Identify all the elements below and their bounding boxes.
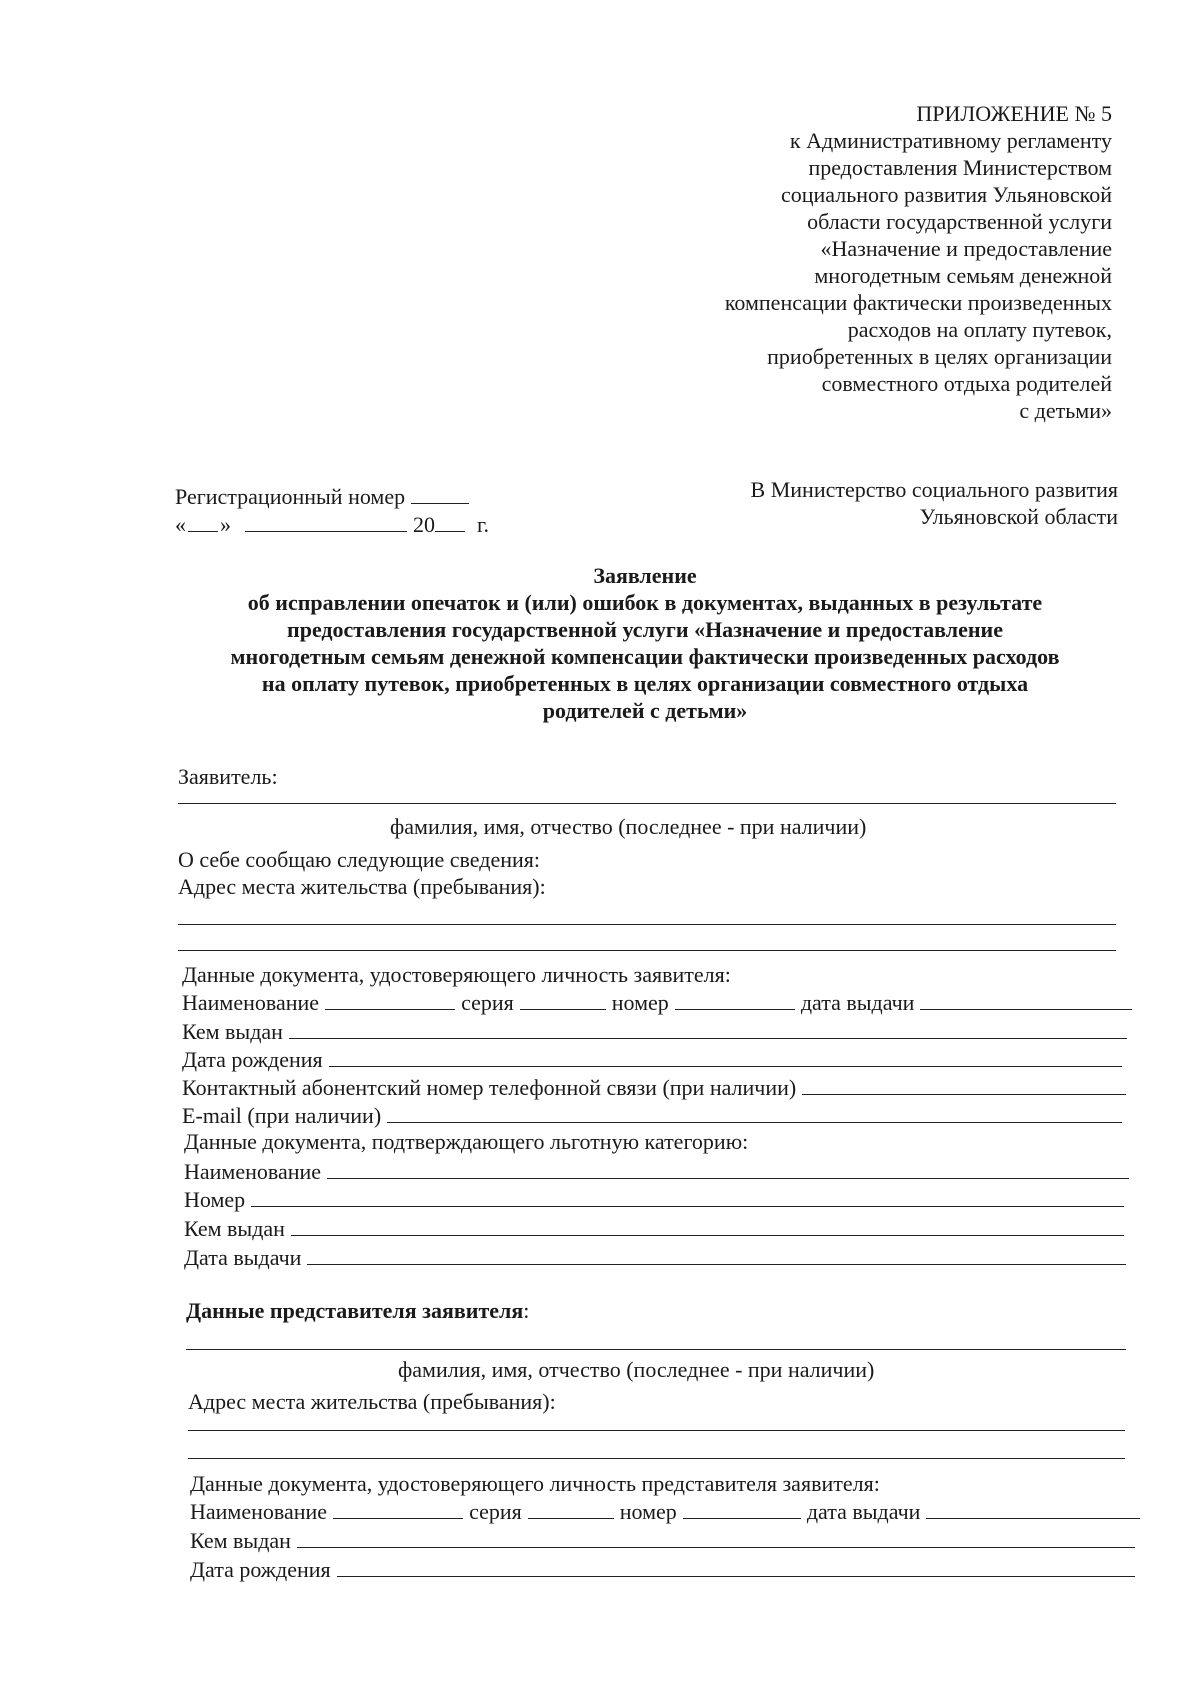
date-year-blank[interactable] [435, 511, 465, 532]
applicant-phone-row [182, 1074, 1126, 1102]
rep-issued-by-label: Кем выдан [190, 1528, 291, 1553]
about-self-label: О себе сообщаю следующие сведения: [178, 847, 541, 872]
representative-id-doc-label: Данные документа, удостоверяющего личность представителя заявителя: [190, 1471, 880, 1496]
applicant-fio-caption: фамилия, имя, отчество (последнее - при наличии) [390, 814, 867, 839]
rep-birth-date-label: Дата рождения [190, 1557, 331, 1582]
id-series-label: серия [461, 990, 514, 1015]
id-number-blank[interactable] [675, 989, 795, 1010]
date-open-quote: « [175, 512, 186, 537]
email-label: E-mail (при наличии) [182, 1103, 382, 1128]
appendix-line: области государственной услуги [807, 209, 1112, 234]
benefit-number-blank[interactable] [251, 1186, 1124, 1207]
birth-date-blank[interactable] [329, 1046, 1122, 1067]
registration-number-blank[interactable] [411, 483, 469, 504]
document-subtitle-line: родителей с детьми» [542, 698, 748, 723]
year-prefix: 20 [413, 512, 435, 537]
rep-id-number-blank[interactable] [683, 1498, 801, 1519]
representative-fio-line[interactable] [186, 1349, 1126, 1350]
applicant-id-doc-label: Данные документа, удостоверяющего личность заявителя: [182, 962, 731, 987]
benefit-doc-label: Данные документа, подтверждающего льготную категорию: [184, 1129, 749, 1154]
appendix-line: совместного отдыха родителей [821, 371, 1112, 396]
date-month-blank[interactable] [245, 511, 407, 532]
representative-address-label: Адрес места жительства (пребывания): [188, 1389, 556, 1414]
benefit-issue-date-label: Дата выдачи [184, 1245, 302, 1270]
appendix-line: «Назначение и предоставление [820, 236, 1112, 261]
rep-id-number-label: номер [619, 1499, 677, 1524]
id-series-blank[interactable] [520, 989, 606, 1010]
representative-issued-by-row [190, 1527, 1135, 1555]
benefit-issued-by-blank[interactable] [291, 1215, 1124, 1236]
benefit-name-row [184, 1158, 1129, 1186]
appendix-line: к Административному регламенту [789, 128, 1112, 153]
benefit-number-row [184, 1186, 1124, 1214]
id-issue-date-blank[interactable] [920, 989, 1132, 1010]
appendix-title: ПРИЛОЖЕНИЕ № 5 [916, 101, 1112, 126]
benefit-issue-date-blank[interactable] [307, 1244, 1126, 1265]
applicant-id-doc-row [182, 989, 1132, 1017]
issued-by-blank[interactable] [289, 1018, 1127, 1039]
applicant-address-line-1[interactable] [178, 924, 1116, 925]
benefit-issued-by-label: Кем выдан [184, 1216, 285, 1241]
applicant-address-label: Адрес места жительства (пребывания): [178, 874, 546, 899]
addressee-line-2: Ульяновской области [919, 504, 1118, 529]
appendix-line: социального развития Ульяновской [780, 182, 1112, 207]
year-suffix: г. [477, 512, 490, 537]
document-subtitle-line: об исправлении опечаток и (или) ошибок в документах, выданных в результате [247, 590, 1043, 615]
benefit-name-label: Наименование [184, 1159, 322, 1184]
representative-id-doc-row [190, 1498, 1140, 1526]
registration-number-field [175, 483, 475, 511]
appendix-line: с детьми» [1019, 398, 1112, 423]
representative-address-line-1[interactable] [188, 1430, 1125, 1431]
date-close-quote: » [220, 512, 231, 537]
rep-id-name-label: Наименование [190, 1499, 328, 1524]
birth-date-label: Дата рождения [182, 1047, 323, 1072]
rep-id-series-blank[interactable] [528, 1498, 614, 1519]
addressee-line-1: В Министерство социального развития [750, 477, 1118, 502]
benefit-number-label: Номер [184, 1187, 246, 1212]
applicant-fio-line[interactable] [178, 803, 1116, 804]
id-number-label: номер [611, 990, 669, 1015]
representative-heading [186, 1297, 529, 1325]
representative-birth-date-row [190, 1556, 1135, 1584]
appendix-line: приобретенных в целях организации [767, 344, 1112, 369]
benefit-name-blank[interactable] [327, 1158, 1129, 1179]
phone-blank[interactable] [802, 1074, 1126, 1095]
rep-birth-date-blank[interactable] [337, 1556, 1135, 1577]
representative-heading-text: Данные представителя заявителя [186, 1298, 524, 1323]
appendix-line: компенсации фактически произведенных [724, 290, 1112, 315]
representative-fio-caption: фамилия, имя, отчество (последнее - при наличии) [398, 1357, 875, 1382]
rep-id-issue-date-blank[interactable] [926, 1498, 1140, 1519]
phone-label: Контактный абонентский номер телефонной связи (при наличии) [182, 1075, 797, 1100]
document-title: Заявление [593, 563, 697, 588]
applicant-label: Заявитель: [178, 764, 278, 789]
appendix-line: расходов на оплату путевок, [847, 317, 1112, 342]
id-name-blank[interactable] [325, 989, 455, 1010]
id-issue-date-label: дата выдачи [800, 990, 915, 1015]
document-subtitle-line: на оплату путевок, приобретенных в целях организации совместного отдыха [261, 671, 1029, 696]
registration-date-field [175, 511, 489, 539]
benefit-issued-by-row [184, 1215, 1124, 1243]
applicant-issued-by-row [182, 1018, 1127, 1046]
email-blank[interactable] [387, 1102, 1122, 1123]
appendix-line: многодетным семьям денежной [814, 263, 1112, 288]
benefit-issue-date-row [184, 1244, 1126, 1272]
document-subtitle-line: предоставления государственной услуги «Назначение и предоставление [287, 617, 1003, 642]
id-name-label: Наименование [182, 990, 320, 1015]
issued-by-label: Кем выдан [182, 1019, 283, 1044]
date-day-blank[interactable] [188, 511, 218, 532]
representative-address-line-2[interactable] [188, 1458, 1125, 1459]
applicant-birth-date-row [182, 1046, 1122, 1074]
appendix-line: предоставления Министерством [808, 155, 1112, 180]
rep-id-issue-date-label: дата выдачи [806, 1499, 921, 1524]
applicant-email-row [182, 1102, 1122, 1130]
document-subtitle-line: многодетным семьям денежной компенсации фактически произведенных расходов [230, 644, 1060, 669]
applicant-address-line-2[interactable] [178, 950, 1116, 951]
registration-number-label: Регистрационный номер [175, 484, 406, 509]
rep-id-name-blank[interactable] [333, 1498, 463, 1519]
rep-id-series-label: серия [469, 1499, 522, 1524]
rep-issued-by-blank[interactable] [297, 1527, 1135, 1548]
representative-heading-colon: : [523, 1298, 530, 1323]
